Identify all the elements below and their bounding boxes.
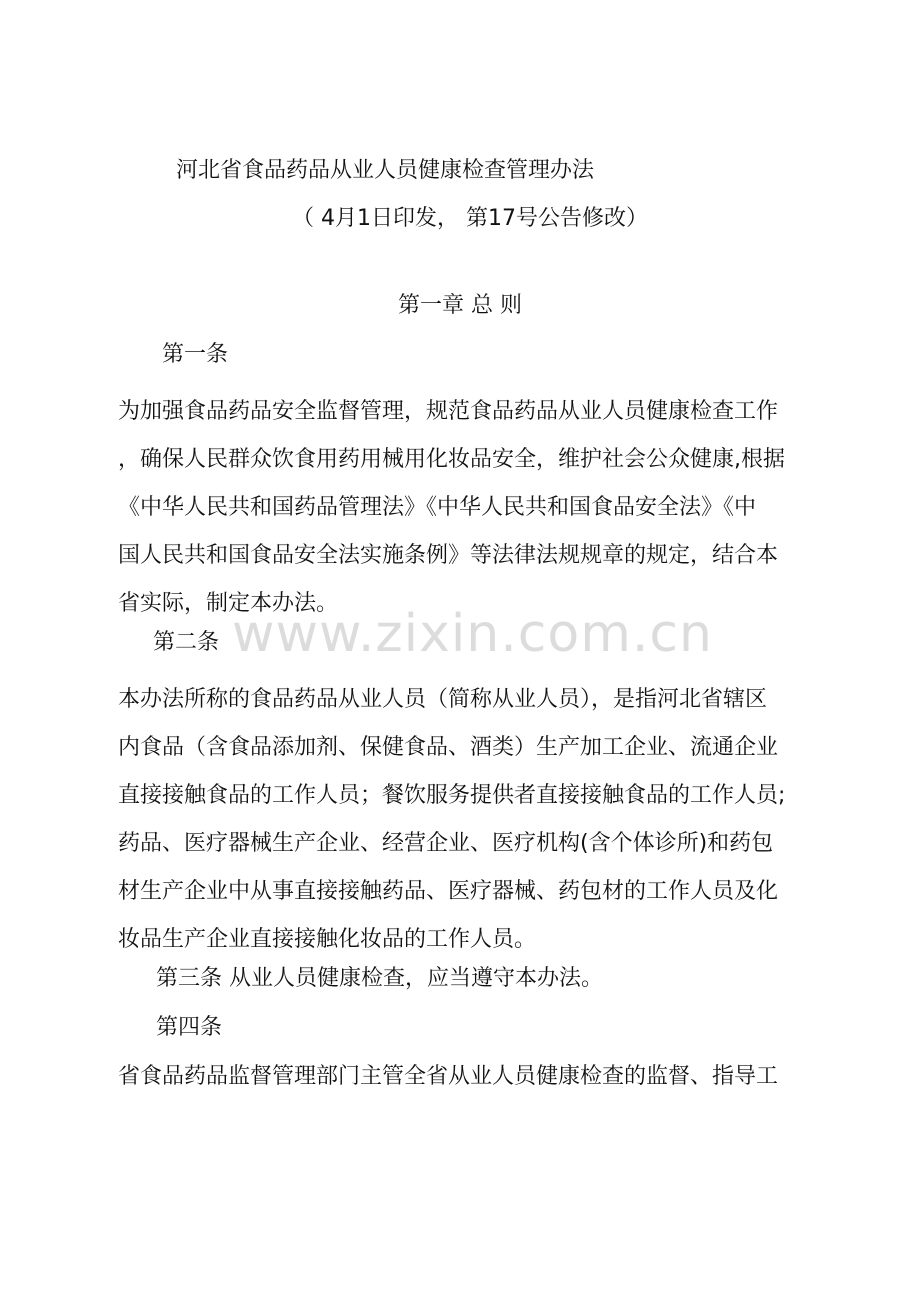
- article-1-label: 第一条: [162, 342, 229, 367]
- article-1-line: 国人民共和国食品安全法实施条例》等法律法规规章的规定，结合本: [118, 543, 779, 568]
- document-title: 河北省食品药品从业人员健康检查管理办法: [176, 158, 595, 183]
- article-2-line: 内食品（含食品添加剂、保健食品、酒类）生产加工企业、流通企业: [118, 735, 779, 760]
- article-2-label: 第二条: [153, 630, 220, 655]
- article-2-line: 本办法所称的食品药品从业人员（简称从业人员），是指河北省辖区: [118, 687, 768, 712]
- article-1-body: [118, 388, 802, 628]
- article-2-line: 直接接触食品的工作人员；餐饮服务提供者直接接触食品的工作人员;: [118, 783, 786, 808]
- article-1-line: ，确保人民群众饮食用药用械用化妆品安全，维护社会公众健康,根据: [118, 447, 785, 472]
- article-2-line: 药品、医疗器械生产企业、经营企业、医疗机构(含个体诊所)和药包: [118, 831, 774, 856]
- article-2-line: 材生产企业中从事直接接触药品、医疗器械、药包材的工作人员及化: [118, 879, 779, 904]
- document-subtitle: （ 4月1日印发， 第17号公告修改）: [292, 206, 648, 231]
- chapter-heading: 第一章 总 则: [398, 293, 522, 318]
- article-1-line: 《中华人民共和国药品管理法》《中华人民共和国食品安全法》《中: [118, 495, 757, 520]
- article-1-line: 省实际，制定本办法。: [118, 591, 339, 616]
- article-2-body: [118, 676, 802, 964]
- watermark: www.zixin.com.cn: [232, 604, 713, 664]
- article-4-line: 省食品药品监督管理部门主管全省从业人员健康检查的监督、指导工: [118, 1064, 779, 1089]
- article-4-label: 第四条: [156, 1015, 223, 1040]
- article-3: 第三条 从业人员健康检查，应当遵守本办法。: [156, 966, 603, 991]
- article-2-line: 妆品生产企业直接接触化妆品的工作人员。: [118, 927, 537, 952]
- article-1-line: 为加强食品药品安全监督管理，规范食品药品从业人员健康检查工作: [118, 399, 779, 424]
